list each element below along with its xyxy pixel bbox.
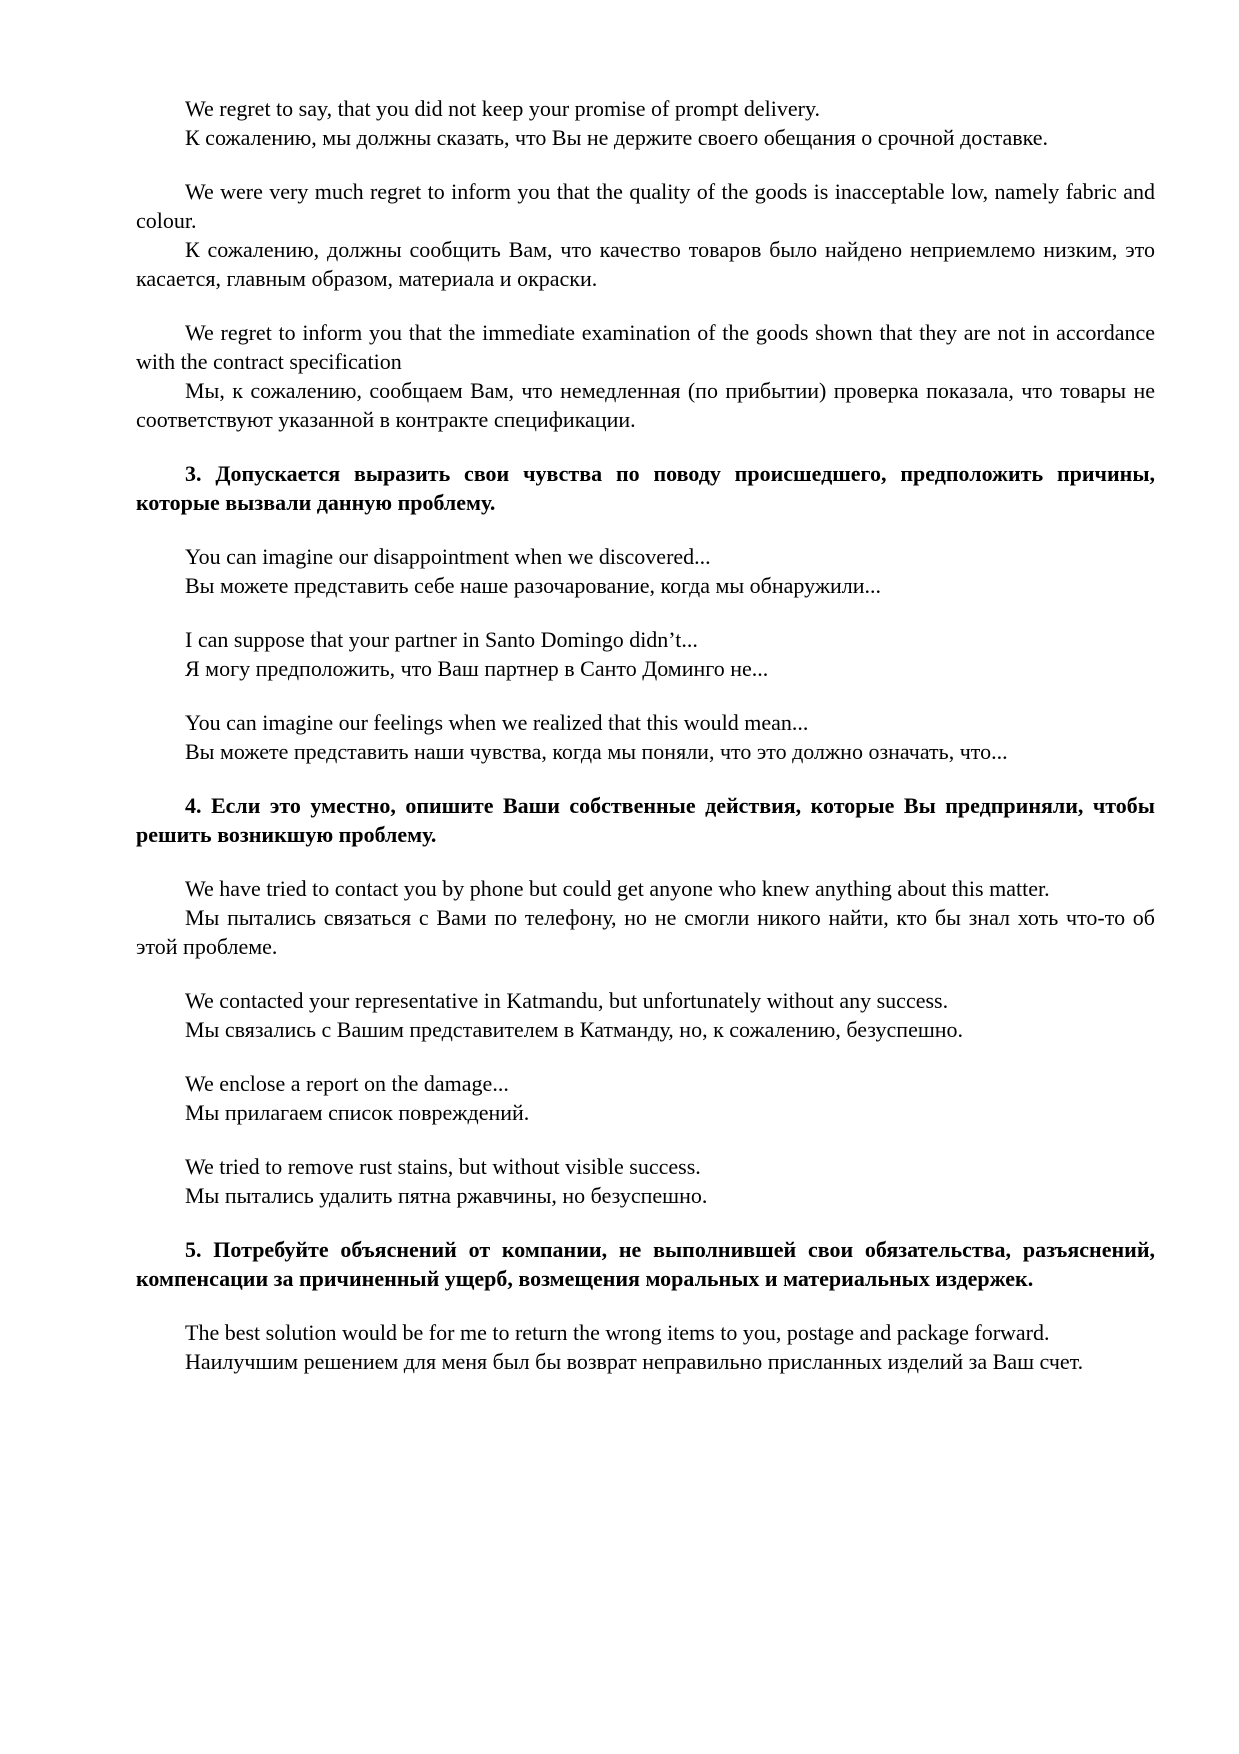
section-heading-text: 5. Потребуйте объяснений от компании, не выполнившей свои обязательства, разъяснений, компенсации за причиненный ущерб, возмещения моральных и материальных издержек. (136, 1237, 1155, 1291)
phrase-en: The best solution would be for me to return the wrong items to you, postage and package forward. (185, 1320, 1050, 1345)
phrase-ru: Я могу предположить, что Ваш партнер в Санто Доминго не... (185, 656, 769, 681)
phrase-ru: Мы, к сожалению, сообщаем Вам, что немедленная (по прибытии) проверка показала, что товары не соответствуют указанной в контракте спецификации. (136, 378, 1155, 432)
section-heading-5 (136, 1235, 1155, 1293)
phrase-ru: К сожалению, мы должны сказать, что Вы не держите своего обещания о срочной доставке. (185, 125, 1049, 150)
phrase-en: You can imagine our feelings when we realized that this would mean... (185, 710, 809, 735)
phrase-en: We tried to remove rust stains, but without visible success. (185, 1154, 701, 1179)
phrase-ru: Мы пытались удалить пятна ржавчины, но безуспешно. (185, 1183, 708, 1208)
section-heading-text: 4. Если это уместно, опишите Ваши собственные действия, которые Вы предприняли, чтобы решить возникшую проблему. (136, 793, 1155, 847)
phrase-ru: Вы можете представить себе наше разочарование, когда мы обнаружили... (185, 573, 882, 598)
phrase-pair (136, 1318, 1155, 1376)
phrase-pair (136, 318, 1155, 434)
phrase-en: We enclose a report on the damage... (185, 1071, 509, 1096)
phrase-ru: Наилучшим решением для меня был бы возврат неправильно присланных изделий за Ваш счет. (185, 1349, 1084, 1374)
phrase-pair (136, 1152, 1155, 1210)
phrase-en: We have tried to contact you by phone but could get anyone who knew anything about this matter. (185, 876, 1050, 901)
phrase-en: You can imagine our disappointment when we discovered... (185, 544, 711, 569)
section-heading-text: 3. Допускается выразить свои чувства по поводу происшедшего, предположить причины, которые вызвали данную проблему. (136, 461, 1155, 515)
section-heading-4 (136, 791, 1155, 849)
phrase-en: We regret to say, that you did not keep your promise of prompt delivery. (185, 96, 821, 121)
phrase-en: I can suppose that your partner in Santo Domingo didn’t... (185, 627, 698, 652)
phrase-pair (136, 1069, 1155, 1127)
phrase-ru: К сожалению, должны сообщить Вам, что качество товаров было найдено неприемлемо низким, это касается, главным образом, материала и окраски. (136, 237, 1155, 291)
phrase-pair (136, 625, 1155, 683)
phrase-en: We regret to inform you that the immediate examination of the goods shown that they are not in accordance with the contract specification (136, 320, 1155, 374)
phrase-ru: Мы связались с Вашим представителем в Катманду, но, к сожалению, безуспешно. (185, 1017, 964, 1042)
phrase-ru: Вы можете представить наши чувства, когда мы поняли, что это должно означать, что... (185, 739, 1008, 764)
phrase-pair (136, 986, 1155, 1044)
phrase-pair (136, 708, 1155, 766)
phrase-pair (136, 542, 1155, 600)
phrase-pair (136, 177, 1155, 293)
phrase-ru: Мы пытались связаться с Вами по телефону, но не смогли никого найти, кто бы знал хоть что-то об этой проблеме. (136, 905, 1155, 959)
section-heading-3 (136, 459, 1155, 517)
phrase-en: We were very much regret to inform you that the quality of the goods is inacceptable low, namely fabric and colour. (136, 179, 1155, 233)
phrase-pair (136, 94, 1155, 152)
phrase-en: We contacted your representative in Katmandu, but unfortunately without any success. (185, 988, 949, 1013)
phrase-pair (136, 874, 1155, 961)
phrase-ru: Мы прилагаем список повреждений. (185, 1100, 530, 1125)
